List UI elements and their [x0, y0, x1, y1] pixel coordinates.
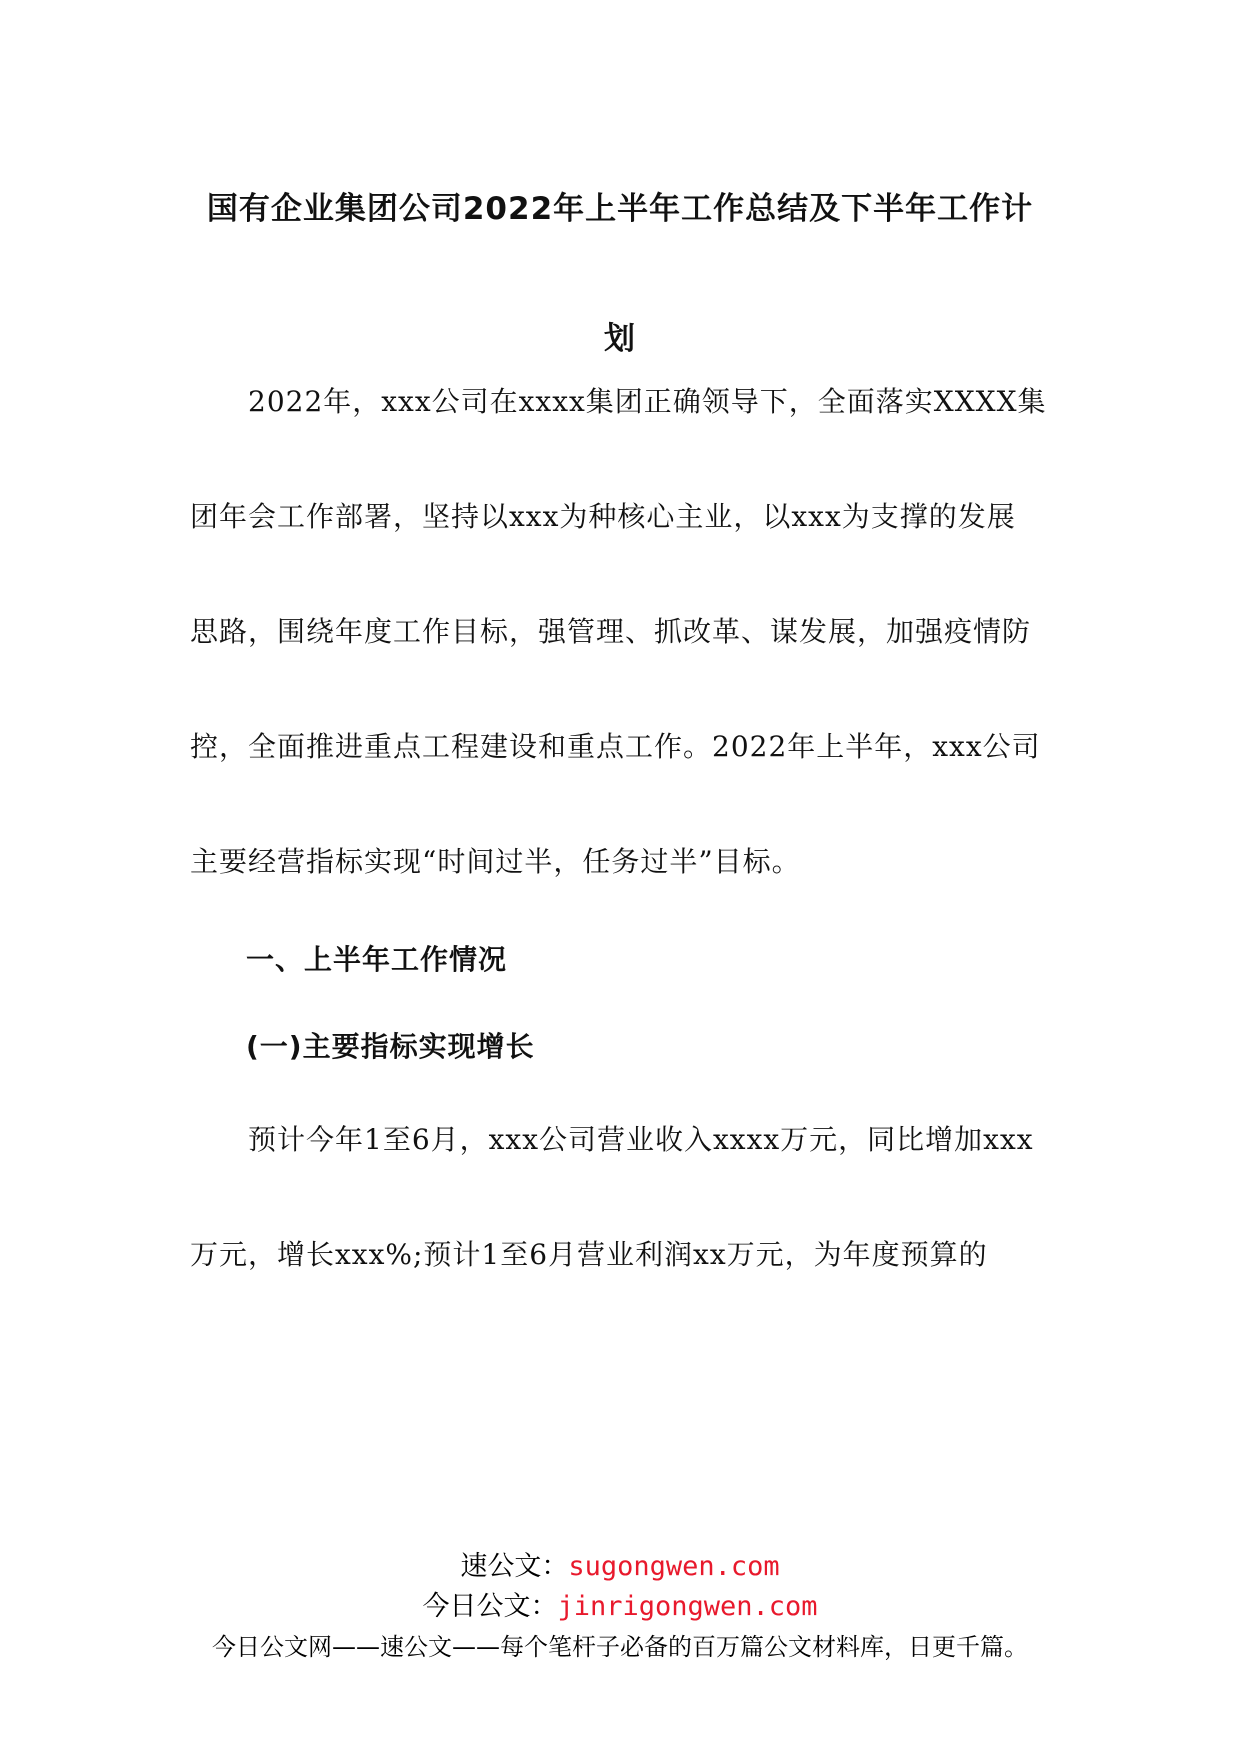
body-line-4: 控，全面推进重点工程建设和重点工作。2022年上半年，xxx公司	[190, 730, 1041, 763]
footer-link-sugongwen[interactable]: sugongwen.com	[568, 1551, 780, 1582]
body-line-1: 2022年，xxx公司在xxxx集团正确领导下，全面落实XXXX集	[190, 385, 1047, 418]
body-line-5: 主要经营指标实现“时间过半，任务过半”目标。	[190, 845, 801, 878]
body-line-7: 万元，增长xxx%;预计1至6月营业利润xx万元，为年度预算的	[190, 1238, 988, 1271]
footer-slogan: 今日公文网——速公文——每个笔杆子必备的百万篇公文材料库，日更千篇。	[212, 1633, 1028, 1661]
body-line-6: 预计今年1至6月，xxx公司营业收入xxxx万元，同比增加xxx	[190, 1123, 1034, 1156]
footer-link-jinrigongwen[interactable]: jinrigongwen.com	[557, 1591, 818, 1622]
body-line-2: 团年会工作部署，坚持以xxx为种核心主业，以xxx为支撑的发展	[190, 500, 1016, 533]
body-line-3: 思路，围绕年度工作目标，强管理、抓改革、谋发展，加强疫情防	[190, 615, 1032, 648]
footer-line-1	[0, 1544, 1240, 1583]
footer-label-sugongwen: 速公文：	[460, 1551, 569, 1582]
footer-label-jinrigongwen: 今日公文：	[422, 1591, 558, 1622]
section-heading-1: 一、上半年工作情况	[246, 943, 508, 976]
document-title-line-1: 国有企业集团公司2022年上半年工作总结及下半年工作计	[206, 191, 1034, 227]
document-title-line-2: 划	[604, 321, 636, 357]
footer-line-2	[0, 1584, 1240, 1623]
section-heading-2: (一)主要指标实现增长	[246, 1030, 535, 1063]
